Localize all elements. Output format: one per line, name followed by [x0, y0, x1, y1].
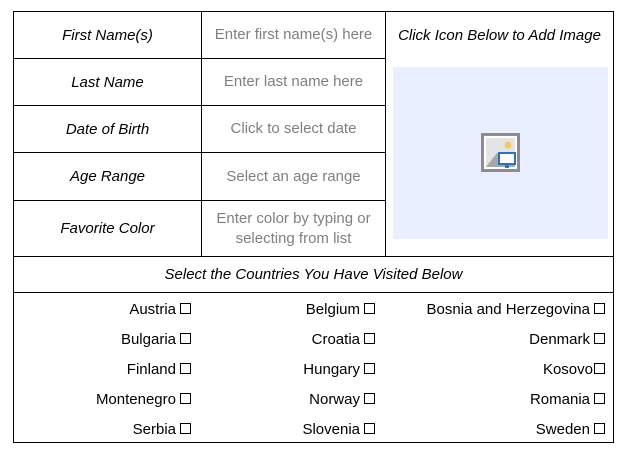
checkbox-icon[interactable]	[594, 393, 605, 404]
checkbox-icon[interactable]	[594, 303, 605, 314]
country-croatia[interactable]	[312, 329, 375, 349]
picture-icon[interactable]	[481, 133, 520, 172]
favorite-color-combobox[interactable]: Enter color by typing or selecting from list	[216, 209, 371, 247]
first-name-label: First Name(s)	[62, 26, 153, 44]
country-label: Bulgaria	[120, 330, 176, 348]
checkbox-icon[interactable]	[364, 393, 375, 404]
country-kosovo[interactable]	[543, 359, 605, 379]
country-slovenia[interactable]	[302, 419, 375, 439]
country-label: Hungary	[303, 360, 360, 378]
last-name-label: Last Name	[71, 73, 144, 91]
date-of-birth-label: Date of Birth	[65, 120, 150, 138]
country-label: Slovenia	[302, 420, 360, 438]
country-label: Montenegro	[95, 390, 176, 408]
checkbox-icon[interactable]	[364, 333, 375, 344]
age-range-label: Age Range	[69, 168, 146, 185]
date-of-birth-picker[interactable]: Click to select date	[230, 120, 357, 137]
country-denmark[interactable]	[529, 329, 605, 349]
row-divider	[14, 292, 613, 293]
country-austria[interactable]	[129, 299, 191, 319]
country-serbia[interactable]	[133, 419, 191, 439]
checkbox-icon[interactable]	[364, 303, 375, 314]
country-label: Romania	[529, 390, 590, 408]
image-header: Click Icon Below to Add Image	[398, 26, 601, 44]
country-finland[interactable]	[127, 359, 191, 379]
favorite-color-label: Favorite Color	[60, 220, 155, 237]
first-name-input[interactable]: Enter first name(s) here	[214, 26, 373, 43]
country-label: Bosnia and Herzegovina	[426, 300, 590, 318]
countries-header: Select the Countries You Have Visited Below	[164, 266, 463, 283]
country-label: Denmark	[529, 330, 590, 348]
checkbox-icon[interactable]	[594, 363, 605, 374]
country-bosnia-and-herzegovina[interactable]	[427, 299, 605, 319]
age-range-dropdown[interactable]: Select an age range	[226, 167, 361, 185]
country-label: Finland	[126, 360, 176, 378]
country-montenegro[interactable]	[96, 389, 191, 409]
country-label: Norway	[309, 390, 360, 408]
last-name-input[interactable]: Enter last name here	[223, 73, 364, 90]
checkbox-icon[interactable]	[180, 423, 191, 434]
profile-form	[13, 11, 614, 443]
checkbox-icon[interactable]	[364, 423, 375, 434]
checkbox-icon[interactable]	[180, 393, 191, 404]
country-label: Belgium	[305, 300, 360, 318]
checkbox-icon[interactable]	[180, 363, 191, 374]
checkbox-icon[interactable]	[180, 333, 191, 344]
checkbox-icon[interactable]	[180, 303, 191, 314]
country-belgium[interactable]	[306, 299, 375, 319]
country-label: Serbia	[132, 420, 176, 438]
country-label: Kosovo	[542, 360, 593, 378]
country-bulgaria[interactable]	[121, 329, 191, 349]
country-label: Sweden	[535, 420, 590, 438]
checkbox-icon[interactable]	[364, 363, 375, 374]
country-sweden[interactable]	[536, 419, 605, 439]
country-norway[interactable]	[309, 389, 375, 409]
checkbox-icon[interactable]	[594, 333, 605, 344]
country-label: Austria	[129, 300, 176, 318]
checkbox-icon[interactable]	[594, 423, 605, 434]
country-hungary[interactable]	[303, 359, 375, 379]
country-romania[interactable]	[530, 389, 605, 409]
country-label: Croatia	[311, 330, 360, 348]
